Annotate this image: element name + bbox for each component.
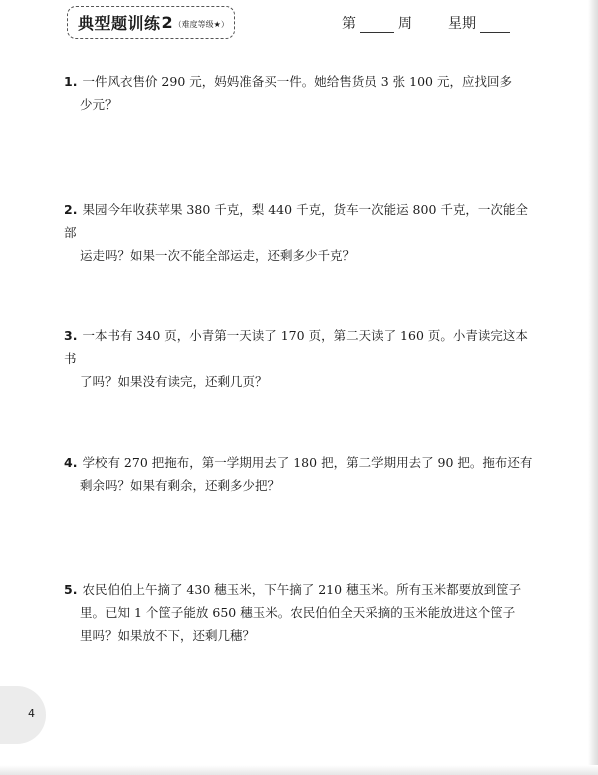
problem-text: 学校有 270 把拖布，第一学期用去了 180 把，第二学期用去了 90 把。拖布还有 [82,455,533,470]
problem-text: 剩余吗？如果有剩余，还剩多少把？ [80,478,281,493]
problem-item [64,198,534,267]
problem-text: 了吗？如果没有读完，还剩几页？ [80,374,268,389]
problem-number: 2. [64,202,78,217]
problem-item [64,70,534,116]
page-number-tab [0,686,46,744]
problem-number: 4. [64,455,78,470]
page-edge [0,765,598,775]
problem-text: 农民伯伯上午摘了 430 穗玉米，下午摘了 210 穗玉米。所有玉米都要放到筐子 [82,582,522,597]
problem-text: 里。已知 1 个筐子能放 650 穗玉米。农民伯伯全天采摘的玉米能放进这个筐子 [80,605,516,620]
weekday-label: 星期 [448,16,476,32]
week-prefix-label: 第 [342,16,356,32]
problem-item [64,324,534,393]
problem-text: 一件风衣售价 290 元，妈妈准备买一件。她给售货员 3 张 100 元，应找回多 [82,74,512,89]
problem-item [64,451,534,497]
problem-text: 运走吗？如果一次不能全部运走，还剩多少千克？ [80,248,356,263]
week-field [342,13,510,33]
problem-number: 1. [64,74,78,89]
difficulty-label: （难度等级★） [173,20,229,29]
page-title: 典型题训练 [78,14,161,33]
problem-number: 5. [64,582,78,597]
problem-number: 3. [64,328,78,343]
problem-text: 里吗？如果放不下，还剩几穗？ [80,628,256,643]
problem-item [64,578,534,647]
page-title-number: 2 [161,13,173,32]
problem-text: 果园今年收获苹果 380 千克，梨 440 千克，货车一次能运 800 千克，一次能全部 [64,202,528,240]
page-title-box [67,6,235,39]
page-number: 4 [28,707,35,720]
week-suffix-label: 周 [398,16,412,32]
problem-text: 一本书有 340 页，小青第一天读了 170 页，第二天读了 160 页。小青读完这本书 [64,328,528,366]
weekday-blank[interactable] [480,17,510,33]
week-blank[interactable] [360,17,394,33]
problem-text: 少元？ [80,97,118,112]
page-edge [588,0,598,775]
